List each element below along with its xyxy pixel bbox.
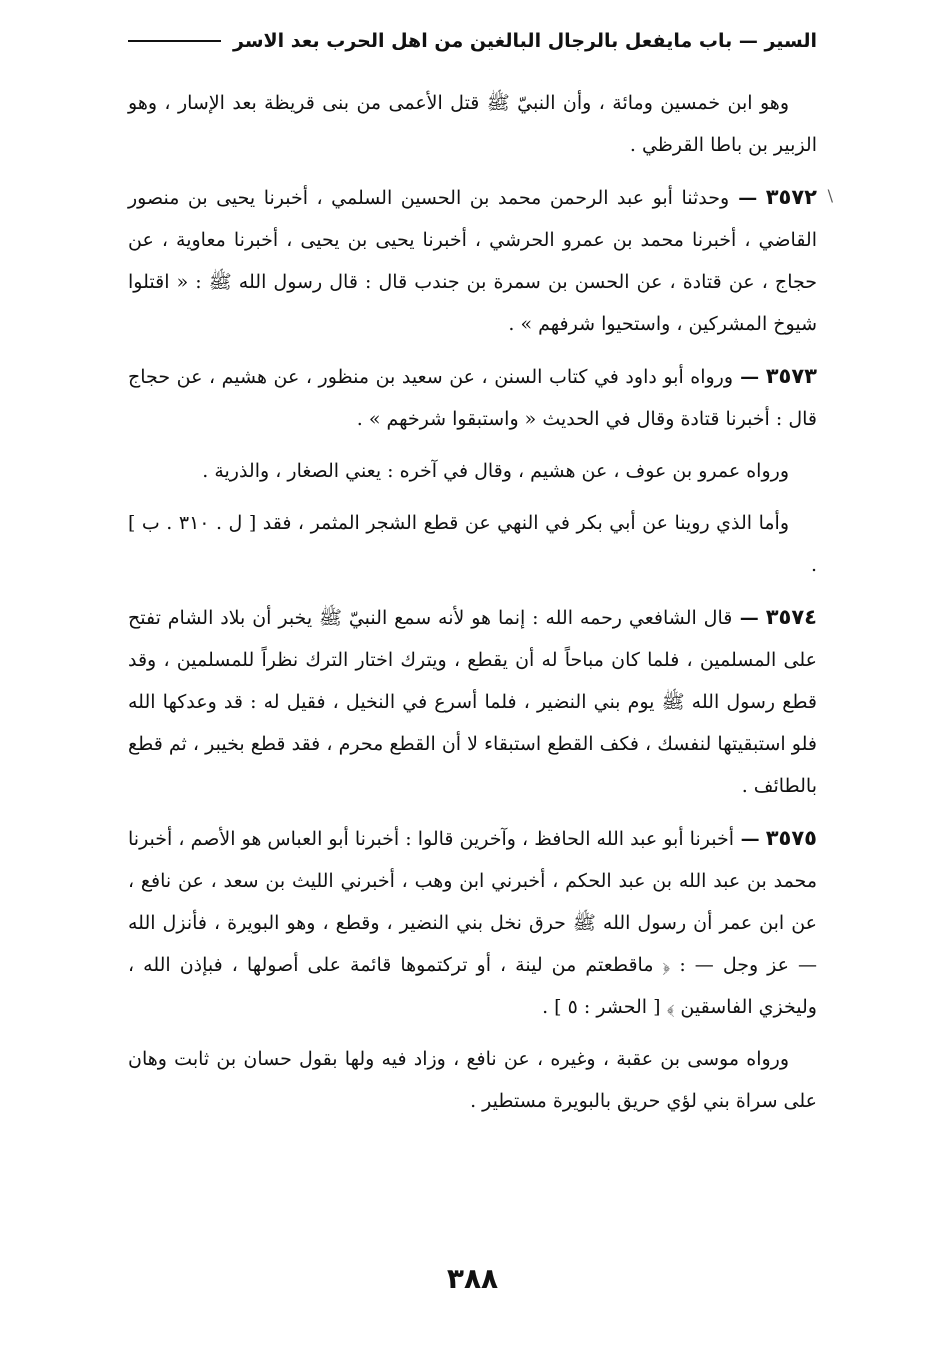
paragraph-text: ورواه موسى بن عقبة ، وغيره ، عن نافع ، وزاد فيه ولها بقول حسان بن ثابت وهان على سراة بني لؤي حريق بالبويرة مستطير .	[128, 1048, 817, 1112]
body-text	[128, 82, 817, 1132]
running-header	[128, 30, 817, 52]
dash: —	[734, 828, 760, 850]
paragraph-text: وهو ابن خمسين ومائة ، وأن النبيّ ﷺ قتل الأعمى من بنى قريظة بعد الإسار ، وهو الزبير بن باطا القرظي .	[128, 92, 817, 156]
hadith-paragraph	[128, 817, 817, 1028]
hadith-paragraph	[128, 355, 817, 440]
paragraph-text: ورواه أبو داود في كتاب السنن ، عن سعيد بن منظور ، عن هشيم ، عن حجاج قال : أخبرنا قتادة وقال في الحديث « واستبقوا شرخهم » .	[128, 366, 817, 430]
paragraph	[128, 502, 817, 586]
paragraph	[128, 82, 817, 166]
paragraph-text: وحدثنا أبو عبد الرحمن محمد بن الحسين السلمي ، أخبرنا يحيى بن منصور القاضي ، أخبرنا محمد بن عمرو الحرشي ، أخبرنا يحيى بن يحيى ، أخبرنا معاوية ، عن حجاج ، عن قتادة ، عن الحسن بن سمرة بن جندب قال : قال رسول الله ﷺ : « اقتلوا شيوخ المشركين ، واستحيوا شرفهم » .	[128, 187, 817, 335]
hadith-paragraph	[128, 596, 817, 807]
margin-mark: \	[827, 186, 833, 205]
dash: —	[733, 366, 760, 388]
paragraph-text: ورواه عمرو بن عوف ، عن هشيم ، وقال في آخره : يعني الصغار ، والذرية .	[202, 460, 789, 482]
hadith-paragraph	[128, 176, 817, 345]
paragraph-text: أخبرنا أبو عبد الله الحافظ ، وآخرين قالوا : أخبرنا أبو العباس هو الأصم ، أخبرنا محمد بن عبد الله بن عبد الحكم ، أخبرني ابن وهب ، أخبرني الليث بن سعد ، عن نافع ، عن ابن عمر أن رسول الله ﷺ حرق نخل بني النضير ، وقطع ، وهو البويرة ، فأنزل الله — عز وجل — : ﴿ ماقطعتم من لينة ، أو تركتموها قائمة على أصولها ، فبإذن الله ، وليخزي الفاسقين ﴾ [ الحشر : ٥ ] .	[128, 828, 817, 1018]
dash: —	[729, 187, 758, 209]
hadith-number: ٣٥٧٢	[765, 185, 817, 209]
hadith-number: ٣٥٧٥	[765, 826, 817, 850]
paragraph	[128, 1038, 817, 1122]
hadith-number: ٣٥٧٤	[765, 605, 817, 629]
dash: —	[732, 607, 759, 629]
paragraph-text: قال الشافعي رحمه الله : إنما هو لأنه سمع النبيّ ﷺ يخبر أن بلاد الشام تفتح على المسلمين ، فلما كان مباحاً له أن يقطع ، ويترك اختار الترك نظراً للمسلمين ، وقد قطع رسول الله ﷺ يوم بني النضير ، فلما أسرع في النخيل ، فقيل له : قد وعدكها الله فلو استبقيتها لنفسك ، فكف القطع استبقاء لا أن القطع محرم ، فقد قطع بخيبر ، ثم قطع بالطائف .	[128, 607, 817, 797]
hadith-number: ٣٥٧٣	[765, 364, 817, 388]
header-rule	[128, 40, 221, 42]
paragraph	[128, 450, 817, 492]
paragraph-text: وأما الذي روينا عن أبي بكر في النهي عن قطع الشجر المثمر ، فقد [ ل . ٣١٠ . ب ] .	[128, 512, 817, 576]
header-title: السير — باب مايفعل بالرجال البالغين من اهل الحرب بعد الاسر	[233, 30, 817, 52]
page-number: ٣٨٨	[446, 1262, 499, 1295]
